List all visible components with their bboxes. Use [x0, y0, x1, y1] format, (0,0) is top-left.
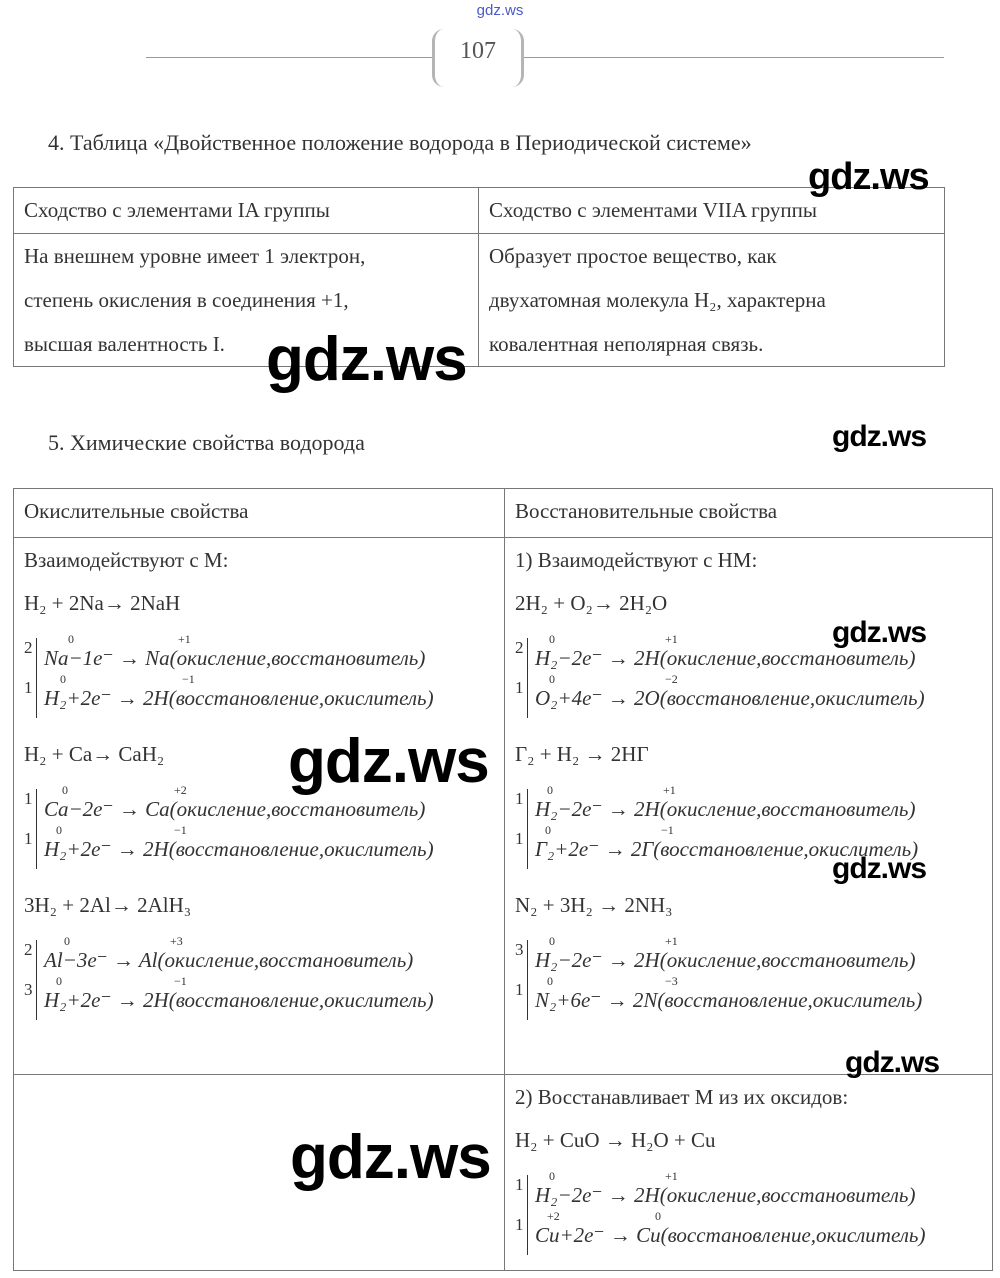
balance-bar [527, 789, 528, 869]
oxidation-state: +1 [663, 783, 676, 797]
watermark: gdz.ws [845, 1046, 940, 1079]
intro-text: 2) Восстанавливает М из их оксидов: [515, 1085, 849, 1109]
half-reaction: N₂+6e⁻ → 2N(восстановление,окислитель) [535, 988, 923, 1012]
half-reaction: H₂−2e⁻ → 2H(окисление,восстановитель) [535, 646, 916, 670]
half-reaction: Al−3e⁻ → Al(окисление,восстановитель) [44, 948, 414, 972]
oxidation-state: 0 [547, 974, 553, 988]
coefficient: 2 [515, 638, 524, 657]
half-reaction: H₂+2e⁻ → 2H(восстановление,окислитель) [44, 837, 434, 861]
oxidation-state: +1 [665, 934, 678, 948]
coefficient: 1 [515, 678, 524, 697]
half-reaction: H₂−2e⁻ → 2H(окисление,восстановитель) [535, 1183, 916, 1207]
coefficient: 2 [24, 940, 33, 959]
watermark: gdz.ws [808, 156, 929, 198]
reaction-equation: H₂ + 2Na→ 2NaH [24, 591, 181, 615]
coefficient: 1 [515, 1175, 524, 1194]
balance-bar [527, 1175, 528, 1255]
half-reaction: Ca−2e⁻ → Ca(окисление,восстановитель) [44, 797, 426, 821]
coefficient: 1 [515, 789, 524, 808]
table-header-ia: Сходство с элементами IA группы [14, 188, 479, 234]
oxidation-state: 0 [56, 974, 62, 988]
oxidation-state: −1 [182, 672, 195, 686]
coefficient: 3 [515, 940, 524, 959]
half-reaction: Г₂+2e⁻ → 2Г(восстановление,окислитель) [535, 837, 919, 861]
text-line: ковалентная неполярная связь. [489, 332, 764, 356]
half-reaction: H₂+2e⁻ → 2H(восстановление,окислитель) [44, 686, 434, 710]
balance-bar [36, 940, 37, 1020]
coefficient: 1 [515, 1215, 524, 1234]
text-line: двухатомная молекула H₂, характерна [489, 288, 826, 312]
oxidation-state: 0 [545, 823, 551, 837]
half-reaction: H₂+2e⁻ → 2H(восстановление,окислитель) [44, 988, 434, 1012]
coefficient: 1 [24, 789, 33, 808]
electron-balance [24, 934, 494, 1026]
oxidation-state: 0 [549, 632, 555, 646]
watermark: gdz.ws [832, 616, 927, 649]
oxidation-state: 0 [64, 934, 70, 948]
balance-bar [36, 789, 37, 869]
text-line: степень окисления в соединения +1, [24, 288, 349, 312]
reaction-equation: 3H₂ + 2Al→ 2AlH₃ [24, 893, 192, 917]
half-reaction: Cu+2e⁻ → Cu(восстановление,окислитель) [535, 1223, 926, 1247]
half-reaction: H₂−2e⁻ → 2H(окисление,восстановитель) [535, 797, 916, 821]
table-header-viia: Сходство с элементами VIIA группы [479, 188, 945, 234]
watermark: gdz.ws [288, 727, 489, 796]
oxidation-state: 0 [549, 934, 555, 948]
table-header-reducing: Восстановительные свойства [505, 489, 993, 538]
oxidation-state: +2 [174, 783, 187, 797]
oxidation-state: +3 [170, 934, 183, 948]
oxidation-state: −3 [665, 974, 678, 988]
text-line: Образует простое вещество, как [489, 244, 777, 268]
reaction-equation: H₂ + CuO → H₂O + Cu [515, 1128, 716, 1152]
balance-bar [527, 638, 528, 718]
electron-balance [515, 1169, 982, 1261]
page-number: 107 [432, 29, 524, 87]
text-line: На внешнем уровне имеет 1 электрон, [24, 244, 366, 268]
oxidation-state: 0 [56, 823, 62, 837]
page-rule-left [146, 57, 432, 58]
oxidation-state: −1 [174, 823, 187, 837]
top-watermark: gdz.ws [476, 2, 524, 19]
oxidation-state: +1 [178, 632, 191, 646]
oxidation-state: 0 [60, 672, 66, 686]
reaction-equation: H₂ + Ca→ CaH₂ [24, 742, 165, 766]
half-reaction: O₂+4e⁻ → 2O(восстановление,окислитель) [535, 686, 925, 710]
hydrogen-position-table [13, 187, 945, 367]
section-4-heading: 4. Таблица «Двойственное положение водорода в Периодической системе» [48, 130, 752, 155]
coefficient: 1 [515, 980, 524, 999]
watermark: gdz.ws [832, 420, 927, 453]
oxidation-state: −1 [174, 974, 187, 988]
electron-balance [24, 632, 494, 724]
oxidation-state: 0 [549, 1169, 555, 1183]
oxidation-state: +1 [665, 632, 678, 646]
oxidation-state: 0 [68, 632, 74, 646]
viia-similarity-cell [479, 234, 945, 367]
balance-bar [36, 638, 37, 718]
text-line: высшая валентность I. [24, 332, 225, 356]
reaction-equation: Г₂ + H₂ → 2HГ [515, 742, 649, 766]
table-header-oxidizing: Окислительные свойства [14, 489, 505, 538]
half-reaction: H₂−2e⁻ → 2H(окисление,восстановитель) [535, 948, 916, 972]
coefficient: 2 [24, 638, 33, 657]
watermark: gdz.ws [832, 852, 927, 885]
coefficient: 1 [515, 829, 524, 848]
watermark: gdz.ws [290, 1123, 491, 1192]
reaction-equation: N₂ + 3H₂ → 2NH₃ [515, 893, 673, 917]
oxidation-state: 0 [62, 783, 68, 797]
coefficient: 1 [24, 678, 33, 697]
coefficient: 1 [24, 829, 33, 848]
oxidizing-cell [14, 538, 505, 1075]
half-reaction: Na−1e⁻ → Na(окисление,восстановитель) [44, 646, 426, 670]
intro-text: Взаимодействуют с М: [24, 548, 229, 572]
oxidation-state: −2 [665, 672, 678, 686]
electron-balance [515, 934, 982, 1026]
oxidation-state: 0 [549, 672, 555, 686]
page-rule-right [524, 57, 944, 58]
section-5-heading: 5. Химические свойства водорода [48, 430, 365, 455]
balance-bar [527, 940, 528, 1020]
coefficient: 3 [24, 980, 33, 999]
reaction-equation: 2H₂ + O₂→ 2H₂O [515, 591, 668, 615]
oxidation-state: −1 [661, 823, 674, 837]
watermark: gdz.ws [266, 325, 467, 394]
oxidation-state: +1 [665, 1169, 678, 1183]
intro-text: 1) Взаимодействуют с НМ: [515, 548, 758, 572]
oxidation-state: 0 [655, 1209, 661, 1223]
oxidation-state: +2 [547, 1209, 560, 1223]
oxidation-state: 0 [547, 783, 553, 797]
reducing-oxides-cell [505, 1075, 993, 1271]
